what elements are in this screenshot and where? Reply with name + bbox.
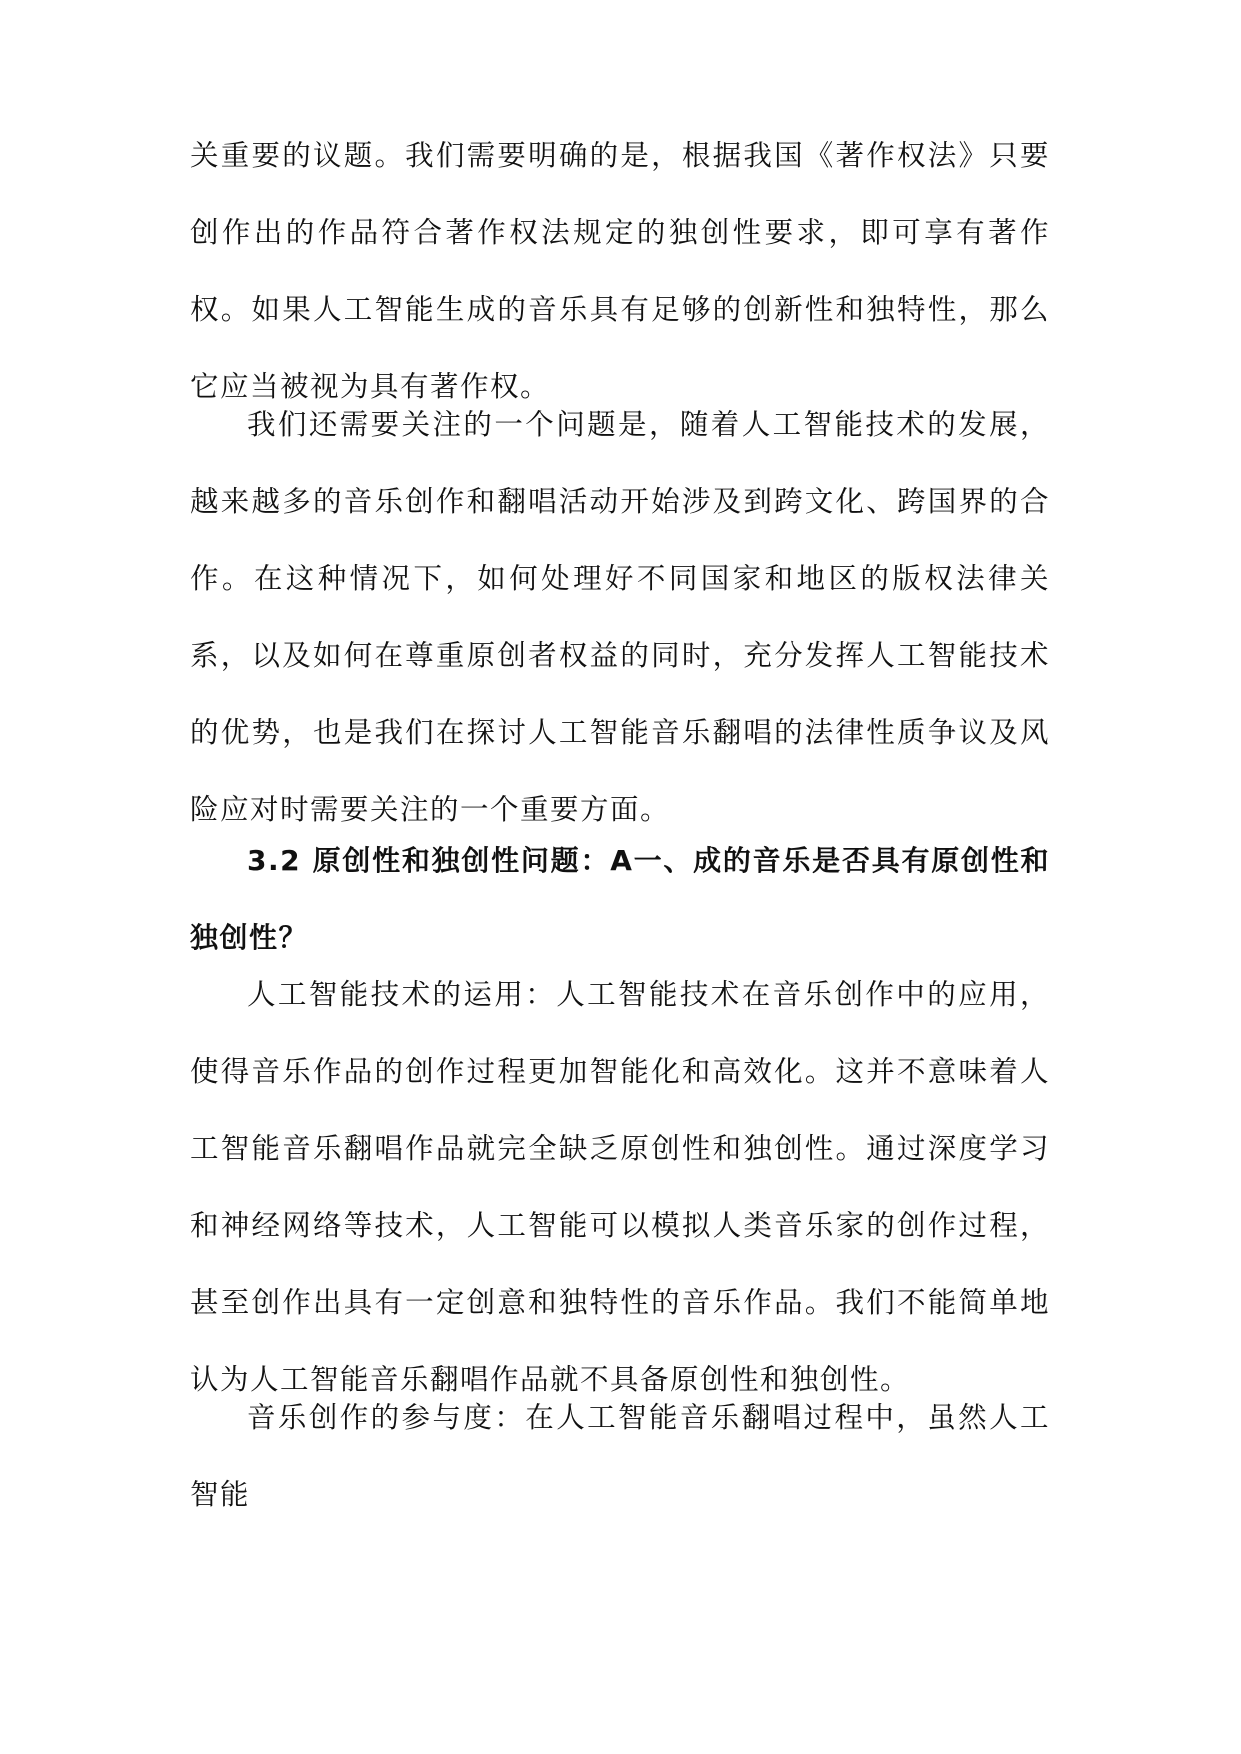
section-heading-3-2: 3.2 原创性和独创性问题：A一、成的音乐是否具有原创性和独创性？	[190, 844, 1050, 954]
paragraph-creative-participation: 音乐创作的参与度：在人工智能音乐翻唱过程中，虽然人工智能	[190, 1401, 1050, 1511]
paragraph-copyright-law: 关重要的议题。我们需要明确的是，根据我国《著作权法》只要创作出的作品符合著作权法规定的独创性要求，即可享有著作权。如果人工智能生成的音乐具有足够的创新性和独特性，那么它应当被视为具有著作权。	[190, 139, 1050, 403]
paragraph-cross-border-cooperation: 我们还需要关注的一个问题是，随着人工智能技术的发展，越来越多的音乐创作和翻唱活动开始涉及到跨文化、跨国界的合作。在这种情况下，如何处理好不同国家和地区的版权法律关系，以及如何在尊重原创者权益的同时，充分发挥人工智能技术的优势，也是我们在探讨人工智能音乐翻唱的法律性质争议及风险应对时需要关注的一个重要方面。	[190, 408, 1050, 826]
paragraph-ai-technology-use: 人工智能技术的运用：人工智能技术在音乐创作中的应用，使得音乐作品的创作过程更加智能化和高效化。这并不意味着人工智能音乐翻唱作品就完全缺乏原创性和独创性。通过深度学习和神经网络等技术，人工智能可以模拟人类音乐家的创作过程，甚至创作出具有一定创意和独特性的音乐作品。我们不能简单地认为人工智能音乐翻唱作品就不具备原创性和独创性。	[190, 978, 1050, 1396]
